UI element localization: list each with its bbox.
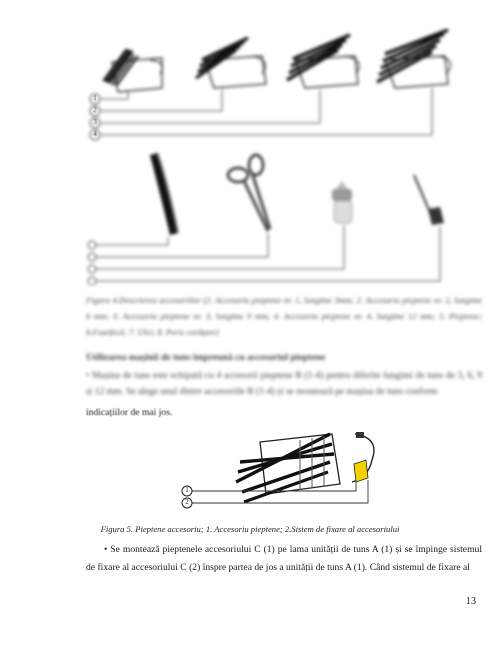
oil-bottle-icon	[332, 181, 352, 223]
figure-4-caption: Figura 4.Descrierea accesoriilor (2. Accesoriu pieptene nr. 1, lungime 3mm; 2. Accesoriu pieptene nr. 2, lungime 6 mm; 3. Accesoriu pieptene nr. 3, lungime 9 mm; 4. Accesoriu pieptene nr. 4, lungime 12 mm; 5. Pieptene; 6.Foarfecă; 7. Ulei; 8. Perie curățare)	[86, 295, 482, 337]
figure-5-caption: Figura 5. Pieptene accesoriu; 1. Accesoriu pieptene; 2.Sistem de fixare al accesoriului	[100, 524, 400, 534]
comb-accessory-2	[196, 38, 266, 88]
comb-accessory-1	[104, 50, 162, 92]
comb-accessory-3	[287, 35, 359, 88]
figure-4-combs	[0, 0, 500, 150]
figure-4-callout-3: 3	[93, 118, 97, 126]
figure-4-callout-1: 1	[93, 94, 97, 102]
figure-4-callout-4: 4	[93, 130, 97, 138]
figure-5-callout-2: 2	[185, 498, 189, 506]
figure-4-callout-2: 2	[93, 106, 97, 114]
accessory-comb-illustration	[236, 434, 340, 502]
section-paragraph-end: indicațiilor de mai jos.	[86, 407, 173, 418]
cleaning-brush-icon	[414, 175, 444, 225]
section-heading: Utilizarea mașinii de tuns împreună cu accesoriul pieptene	[86, 352, 326, 363]
scissors-icon	[228, 155, 270, 231]
page-number: 13	[466, 596, 476, 607]
body-paragraph: • Se montează pieptenele accesoriului C (1) pe lama unității de tuns A (1) și se împinge sistemul de fixare al accesoriului C (2) înspre partea de jos a unității de tuns A (1). Când sistemul de fixare al	[86, 544, 482, 573]
pieptene-comb-icon	[150, 153, 178, 235]
figure-4-tools	[0, 145, 500, 285]
fixing-system-illustration	[352, 432, 374, 482]
figure-5-comb-attachment	[0, 420, 500, 520]
comb-accessory-4	[377, 30, 451, 88]
section-paragraph: • Mașina de tuns este echipată cu 4 accesorii pieptene B (1-4) pentru diferite lungimi de tuns de 3, 6, 9 și 12 mm. Se alege unul dintre accesoriile B (1-4) și se montează pe mașina de tuns conform	[86, 371, 482, 397]
figure-5-callout-1: 1	[185, 486, 189, 494]
